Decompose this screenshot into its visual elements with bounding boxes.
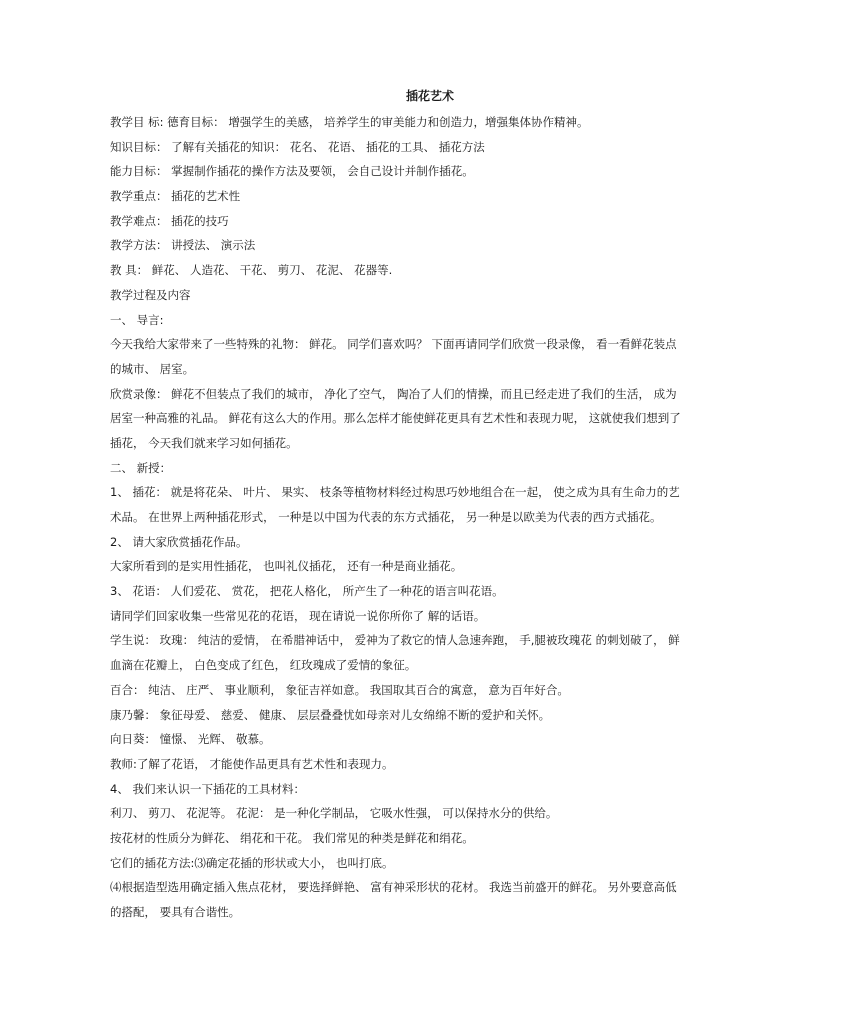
text-line: 按花材的性质分为鲜花、 绢花和干花。 我们常见的种类是鲜花和绢花。	[110, 830, 474, 845]
text-line: 术品。 在世界上两种插花形式， 一种是以中国为代表的东方式插花， 另一种是以欧美为代表的西方式插花。	[110, 510, 662, 524]
text-line: 1、 插花： 就是将花朵、 叶片、 果实、 枝条等植物材料经过构思巧妙地组合在一起， 使之成为具有生命力的艺	[110, 485, 680, 500]
text-line: 教学过程及内容	[110, 287, 191, 302]
text-line: 的搭配， 要具有合谐性。	[110, 905, 241, 919]
text-line: 百合： 纯洁、 庄严、 事业顺利， 象征吉祥如意。 我国取其百合的寓意， 意为百年好合。	[110, 682, 569, 697]
text-line: 3、 花语： 人们爱花、 赏花， 把花人格化， 所产生了一种花的语言叫花语。	[110, 584, 504, 599]
text-line: 欣赏录像： 鲜花不但装点了我们的城市， 净化了空气， 陶冶了人们的情操，而且已经走进了我们的生活， 成为	[110, 386, 677, 401]
text-line: 教学重点： 插花的艺术性	[110, 189, 241, 204]
text-line: 教 具： 鲜花、 人造花、 干花、 剪刀、 花泥、 花器等.	[110, 263, 393, 278]
text-line: 教学目 标: 德育目标： 增强学生的美感， 培养学生的审美能力和创造力，增强集体协作精神。	[110, 115, 589, 129]
text-line: ⑷根据造型选用确定插入焦点花材， 要选择鲜艳、 富有神采形状的花材。 我选当前盛开的鲜花。 另外要意高低	[110, 880, 677, 895]
text-line: 教学难点： 插花的技巧	[110, 213, 229, 228]
text-line: 利刀、 剪刀、 花泥等。 花泥： 是一种化学制品， 它吸水性强， 可以保持水分的供给。	[110, 806, 558, 821]
text-line: 4、 我们来认识一下插花的工具材料：	[110, 781, 305, 796]
text-line: 2、 请大家欣赏插花作品。	[110, 534, 248, 549]
text-line: 它们的插花方法:⑶确定花插的形状或大小， 也叫打底。	[110, 855, 394, 870]
document-body	[110, 110, 753, 925]
text-line: 今天我给大家带来了一些特殊的礼物： 鲜花。 同学们喜欢吗？ 下面再请同学们欣赏一段录像， 看一看鲜花装点	[110, 337, 677, 352]
text-line: 一、 导言:	[110, 312, 164, 327]
text-line: 教师:了解了花语， 才能使作品更具有艺术性和表现力。	[110, 756, 394, 771]
text-line: 居室一种高雅的礼品。 鲜花有这么大的作用。那么怎样才能使鲜花更具有艺术性和表现力呢， 这就使我们想到了	[110, 411, 681, 426]
document-title: 插花艺术	[405, 89, 454, 103]
text-line: 向日葵： 憧憬、 光辉、 敬慕。	[110, 732, 271, 747]
text-line: 的城市、 居室。	[110, 361, 195, 376]
text-line: 大家所看到的是实用性插花， 也叫礼仪插花， 还有一种是商业插花。	[110, 559, 463, 574]
text-line: 康乃馨： 象征母爱、 慈爱、 健康、 层层叠叠忧如母亲对儿女绵绵不断的爱护和关怀。	[110, 707, 551, 722]
text-line: 二、 新授：	[110, 460, 172, 475]
text-line: 请同学们回家收集一些常见花的花语， 现在请说一说你所你了 解的话语。	[110, 608, 486, 623]
text-line: 知识目标： 了解有关插花的知识： 花名、 花语、 插花的工具、 插花方法	[110, 139, 485, 154]
text-line: 教学方法： 讲授法、 演示法	[110, 238, 256, 253]
text-line: 血滴在花瓣上， 白色变成了红色， 红玫瑰成了爱情的象征。	[110, 658, 417, 673]
text-line: 学生说： 玫瑰： 纯洁的爱情， 在希腊神话中， 爱神为了救它的情人急速奔跑， 手,腿被玫瑰花 的刺划破了， 鲜	[110, 633, 680, 648]
text-line: 能力目标： 掌握制作插花的操作方法及要领， 会自己设计并制作插花。	[110, 164, 474, 179]
text-line: 插花， 今天我们就来学习如何插花。	[110, 435, 298, 450]
